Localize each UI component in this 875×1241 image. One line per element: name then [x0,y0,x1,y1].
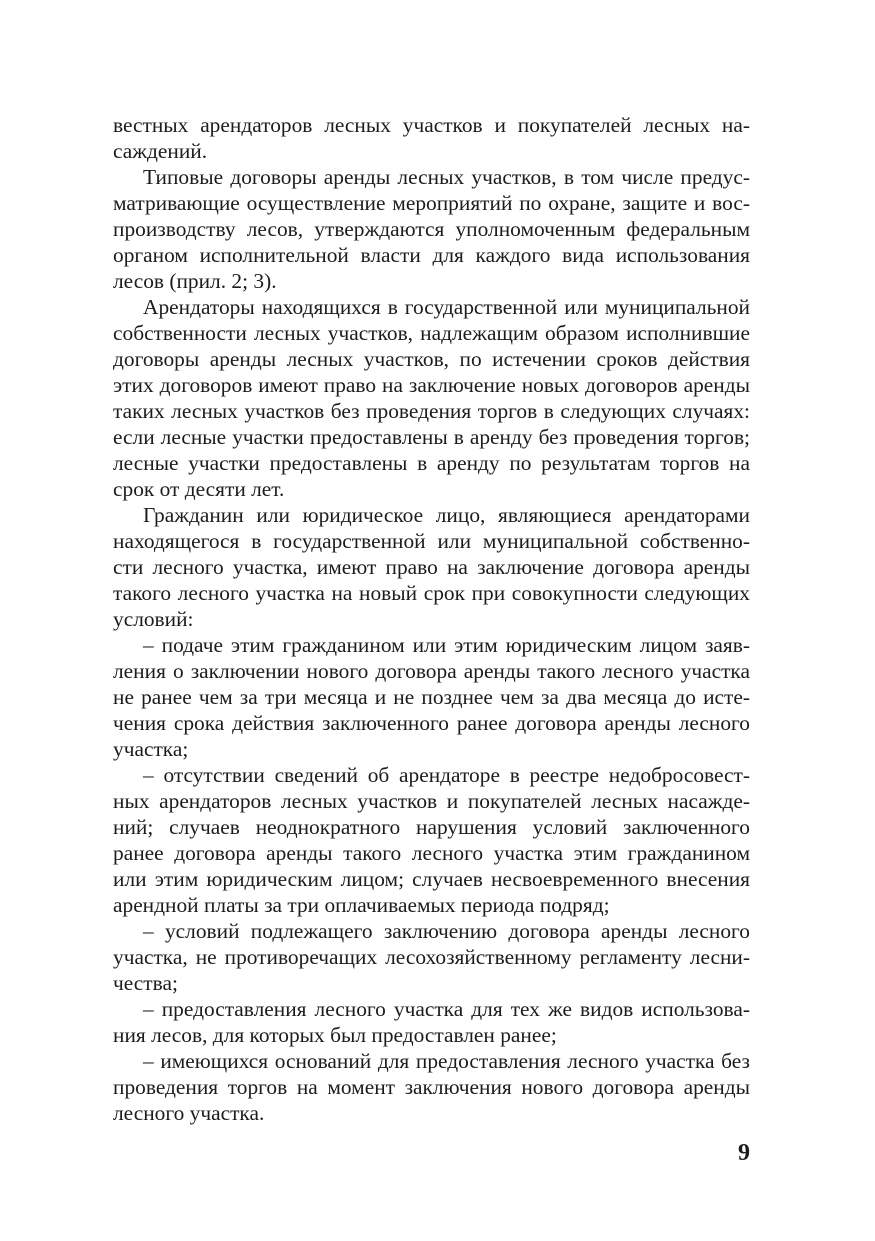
text-line: лесного участка. [113,1101,265,1125]
text-line: – предоставления лесного участка для тех же видов использова- [143,997,750,1021]
text-line: договоры аренды лесных участков, по истечении сроков действия [113,347,750,371]
list-item-grounds-without-auction [113,1048,750,1126]
text-line: если лесные участки предоставлены в аренду без проведения торгов; [113,425,750,449]
text-line: ния лесов, для которых был предоставлен ранее; [113,1023,557,1047]
text-line: проведения торгов на момент заключения нового договора аренды [113,1075,750,1099]
text-line: лесные участки предоставлены в аренду по результатам торгов на [113,451,750,475]
text-line: находящегося в государственной или муниципальной собственно- [113,529,750,553]
text-line: этих договоров имеют право на заключение новых договоров аренды [113,373,750,397]
text-line: ления о заключении нового договора аренды такого лесного участка [113,659,750,683]
text-line: органом исполнительной власти для каждого вида использования [113,243,750,267]
text-line: ний; случаев неоднократного нарушения условий заключенного [113,815,750,839]
text-line: саждений. [113,139,208,163]
text-line: Типовые договоры аренды лесных участков, в том числе предус- [143,165,750,189]
text-line: участка, не противоречащих лесохозяйственному регламенту лесни- [113,945,750,969]
text-line: таких лесных участков без проведения торгов в следующих случаях: [113,399,750,423]
text-line: чения срока действия заключенного ранее договора аренды лесного [113,711,750,735]
text-line: участка; [113,737,189,761]
text-line: условий: [113,607,194,631]
text-line: – имеющихся оснований для предоставления лесного участка без [143,1049,750,1073]
paragraph-citizen-or-entity [113,502,750,632]
text-line: производству лесов, утверждаются уполномоченным федеральным [113,217,750,241]
list-item-contract-conditions [113,918,750,996]
paragraph-tenants-rights [113,294,750,502]
paragraph-continuation [113,112,750,164]
body-text [113,112,750,1126]
text-line: собственности лесных участков, надлежащим образом исполнившие [113,321,750,345]
text-line: ранее договора аренды такого лесного участка этим гражданином [113,841,750,865]
text-line: ных арендаторов лесных участков и покупателей лесных насажде- [113,789,750,813]
text-line: – подаче этим гражданином или этим юридическим лицом заяв- [143,633,750,657]
text-line: лесов (прил. 2; 3). [113,269,277,293]
text-line: не ранее чем за три месяца и не позднее чем за два месяца до исте- [113,685,750,709]
page-number: 9 [738,1140,750,1166]
text-line: Арендаторы находящихся в государственной или муниципальной [143,295,750,319]
text-line: Гражданин или юридическое лицо, являющиеся арендаторами [143,503,750,527]
list-item-no-registry-records [113,762,750,918]
text-line: чества; [113,971,178,995]
text-line: срок от десяти лет. [113,477,285,501]
text-line: вестных арендаторов лесных участков и покупателей лесных на- [113,113,750,137]
text-line: такого лесного участка на новый срок при совокупности следующих [113,581,750,605]
text-line: или этим юридическим лицом; случаев несвоевременного внесения [113,867,750,891]
text-line: сти лесного участка, имеют право на заключение договора аренды [113,555,750,579]
text-line: – отсутствии сведений об арендаторе в реестре недобросовест- [143,763,750,787]
list-item-application [113,632,750,762]
text-line: матривающие осуществление мероприятий по охране, защите и вос- [113,191,750,215]
text-line: арендной платы за три оплачиваемых периода подряд; [113,893,610,917]
list-item-same-use-types [113,996,750,1048]
paragraph-typical-contracts [113,164,750,294]
text-line: – условий подлежащего заключению договора аренды лесного [143,919,750,943]
